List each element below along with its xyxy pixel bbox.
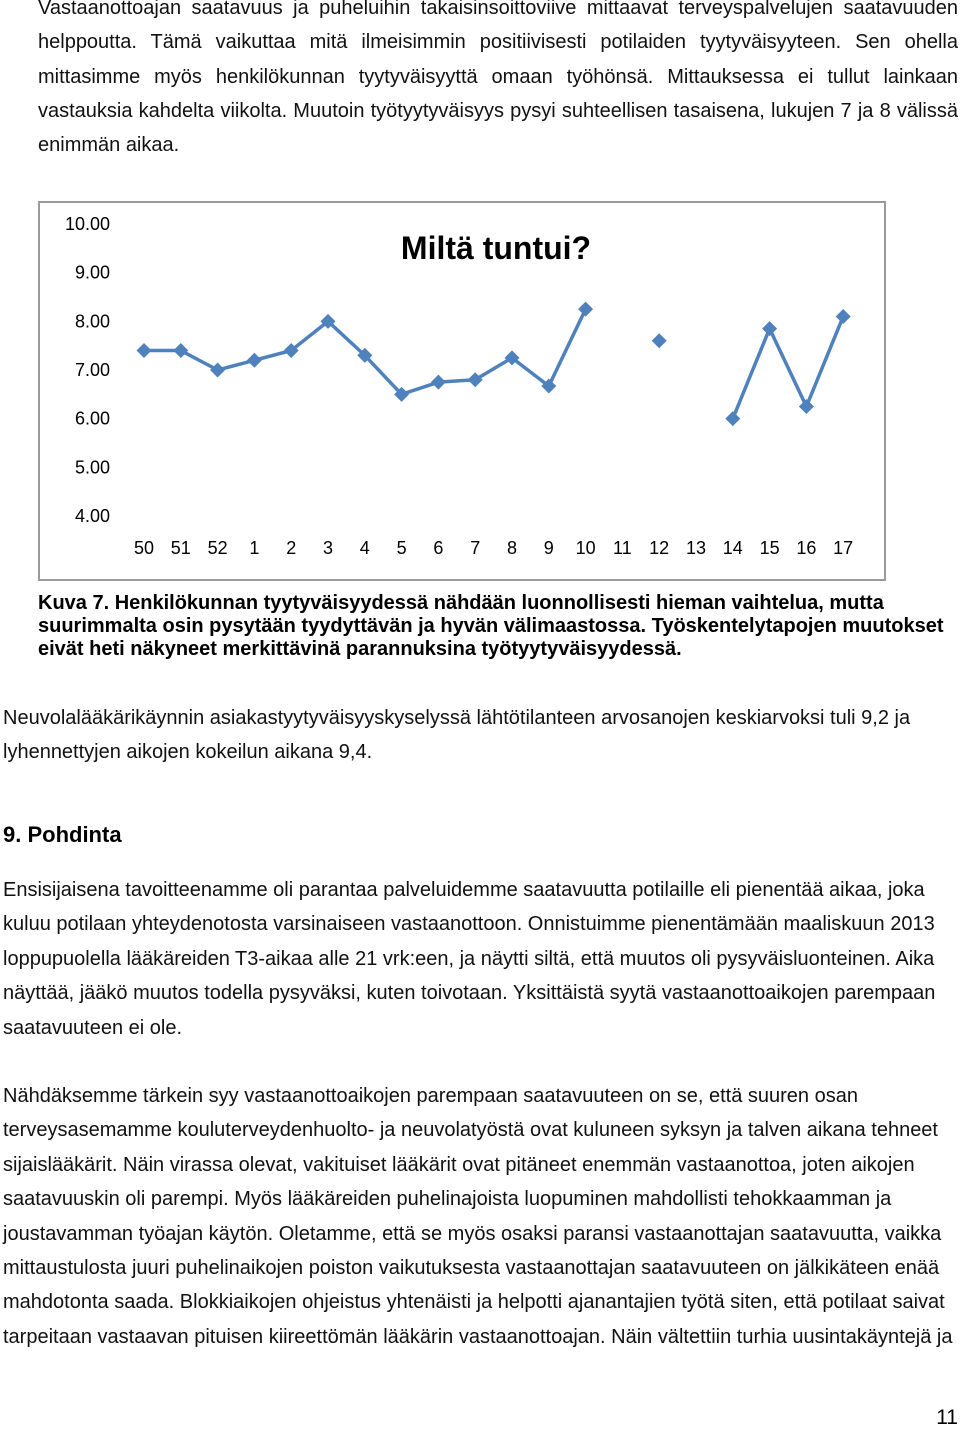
y-tick-label: 10.00 xyxy=(64,214,110,234)
caption-line: eivät heti näkyneet merkittävinä parannuksina työtyytyväisyydessä. xyxy=(38,638,682,660)
x-tick-label: 14 xyxy=(722,538,743,558)
staff-satisfaction-chart xyxy=(38,201,886,581)
x-tick-label: 6 xyxy=(433,538,444,558)
text-line: terveysasemamme kouluterveydenhuolto- ja neuvolatyöstä ovat kuluneen syksyn ja talven aikana tehneet xyxy=(3,1119,938,1142)
x-tick-label: 9 xyxy=(543,538,554,558)
caption-line: Kuva 7. Henkilökunnan tyytyväisyydessä nähdään luonnollisesti hieman vaihtelua, mutta xyxy=(38,592,884,614)
text-line: mittaustulosta juuri puhelinaikojen poiston vaikutuksesta vastaanottajan saatavuuteen on jälkikäteen enää xyxy=(3,1257,940,1280)
text-line: Vastaanottoajan saatavuus ja puheluihin takaisinsoittoviive mittaavat terveyspalvelujen saatavuuden xyxy=(38,0,958,19)
y-tick-label: 4.00 xyxy=(74,506,110,526)
x-tick-label: 8 xyxy=(506,538,518,558)
y-tick-label: 9.00 xyxy=(74,262,110,283)
text-line: vastauksia kahdelta viikolta. Muutoin työtyytyväisyys pysyi suhteellisen tasaisena, lukujen 7 ja 8 välissä xyxy=(38,99,958,122)
text-line: sijaislääkärit. Näin virassa olevat, vakituiset lääkärit ovat pitäneet enemmän vastaanottoa, joten aikojen xyxy=(3,1153,915,1176)
x-tick-label: 15 xyxy=(759,538,780,558)
survey-paragraph xyxy=(3,701,910,770)
page-number: 11 xyxy=(936,1406,958,1429)
x-tick-label: 10 xyxy=(575,538,596,558)
chart-title: Miltä tuntui? xyxy=(400,230,592,266)
x-tick-label: 16 xyxy=(796,538,817,558)
text-line: lyhennettyjen aikojen kokeilun aikana 9,4. xyxy=(3,741,373,764)
text-line: Neuvolalääkärikäynnin asiakastyytyväisyyskyselyssä lähtötilanteen arvosanojen keskiarvoksi tuli 9,2 ja xyxy=(3,707,911,729)
x-tick-label: 1 xyxy=(249,538,260,558)
x-tick-label: 51 xyxy=(170,538,191,558)
text-line: kuluu potilaan yhteydenotosta varsinaiseen vastaanottoon. Onnistuimme pienentämään maaliskuun 2013 xyxy=(3,913,935,936)
text-line: saatavuuteen ei ole. xyxy=(3,1016,183,1039)
text-line: Ensisijaisena tavoitteenamme oli parantaa palveluidemme saatavuutta potilaille eli pienentää aikaa, joka xyxy=(3,879,925,901)
x-tick-label: 13 xyxy=(685,538,707,558)
section-heading: 9. Pohdinta xyxy=(3,822,122,847)
x-tick-label: 4 xyxy=(359,538,370,558)
x-tick-label: 50 xyxy=(133,538,155,558)
text-line: helppoutta. Tämä vaikuttaa mitä ilmeisimmin positiivisesti potilaiden tyytyväisyyteen. Sen ohella xyxy=(38,31,958,54)
text-line: näyttää, jääkö muutos todella pysyväksi, kuten toivotaan. Yksittäistä syytä vastaanottoaikojen parempaan xyxy=(3,982,936,1005)
y-tick-label: 6.00 xyxy=(74,408,110,429)
y-tick-label: 7.00 xyxy=(74,360,110,380)
discussion-paragraph xyxy=(3,1079,952,1354)
discussion-paragraph xyxy=(3,873,935,1045)
y-tick-label: 8.00 xyxy=(74,311,110,332)
chart-canvas xyxy=(38,201,886,581)
intro-paragraph xyxy=(38,0,958,162)
text-line: saatavuuskin oli parempi. Myös lääkäreiden puhelinajoista luopuminen mahdollisti tehokkaamman ja xyxy=(3,1188,892,1211)
caption-line: suurimmalta osin pysytään tyydyttävän ja hyvän välimaastossa. Työskentelytapojen muutokset xyxy=(38,615,944,637)
text-line: tarpeitaan vastaavan pituisen kiireettömän lääkärin vastaanottoajan. Näin vältettiin turhia uusintakäyntejä ja xyxy=(3,1325,953,1348)
text-line: enimmän aikaa. xyxy=(38,134,180,157)
x-tick-label: 5 xyxy=(396,538,407,558)
text-line: joustavamman työajan käytön. Oletamme, että se myös osaksi paransi vastaanottajan saatavuutta, vaikka xyxy=(3,1222,942,1245)
x-tick-label: 12 xyxy=(649,538,670,558)
figure-caption xyxy=(38,592,944,661)
text-line: mittasimme myös henkilökunnan tyytyväisyyttä omaan työhönsä. Mittauksessa ei tullut lainkaan xyxy=(38,65,958,88)
text-line: Nähdäksemme tärkein syy vastaanottoaikojen parempaan saatavuuteen on se, että suuren osan xyxy=(3,1085,858,1107)
x-tick-label: 7 xyxy=(470,538,481,558)
x-tick-label: 3 xyxy=(322,538,334,558)
x-tick-label: 17 xyxy=(833,538,854,558)
x-tick-label: 52 xyxy=(207,538,228,558)
x-tick-label: 2 xyxy=(286,538,297,558)
y-tick-label: 5.00 xyxy=(74,457,110,478)
x-tick-label: 11 xyxy=(613,538,632,558)
text-line: mahdotonta saada. Blokkiaikojen ohjeistus yhtenäisti ja helpotti ajanantajien työtä siten, että potilaat saivat xyxy=(3,1291,945,1314)
text-line: loppupuolella lääkäreiden T3-aikaa alle 21 vrk:een, ja näytti siltä, että muutos oli pysyväisluonteinen. Aika xyxy=(3,947,935,970)
